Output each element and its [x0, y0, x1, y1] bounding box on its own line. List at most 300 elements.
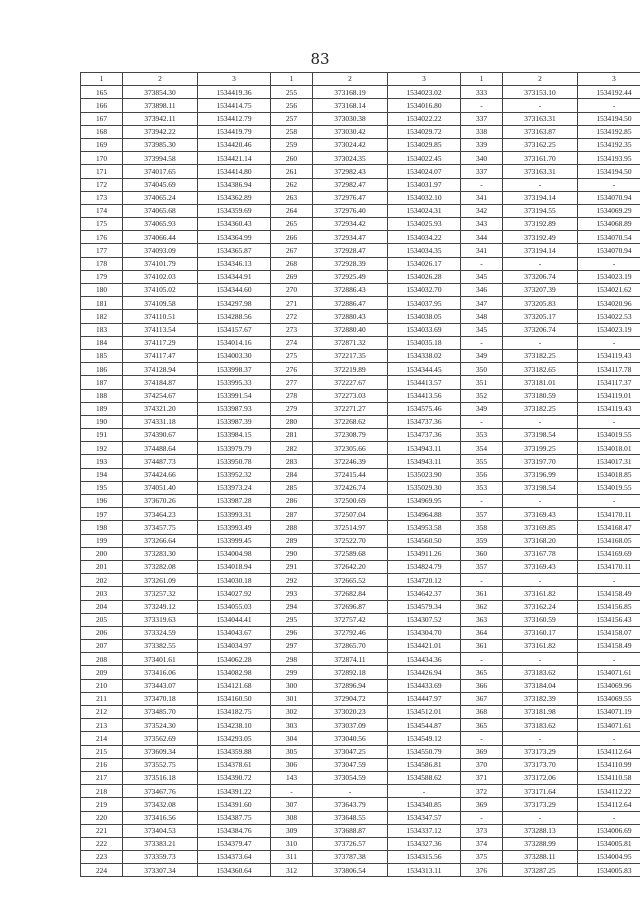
table-cell: 1534158.49 — [578, 640, 640, 653]
table-cell: 1534043.67 — [198, 626, 271, 639]
table-cell: 175 — [81, 218, 123, 231]
table-cell: 143 — [271, 771, 313, 784]
table-cell: 373161.82 — [503, 640, 578, 653]
table-cell: 264 — [271, 204, 313, 217]
table-cell: 274 — [271, 336, 313, 349]
table-cell: 372415.44 — [313, 468, 388, 481]
table-cell: 309 — [271, 824, 313, 837]
table-cell: 373854.30 — [123, 86, 198, 99]
table-cell: 333 — [461, 86, 503, 99]
table-cell: 373194.55 — [503, 204, 578, 217]
table-cell: 202 — [81, 574, 123, 587]
table-cell: 372925.49 — [313, 270, 388, 283]
table-cell: 268 — [271, 257, 313, 270]
table-cell: 373324.59 — [123, 626, 198, 639]
table-cell: 372219.89 — [313, 363, 388, 376]
table-cell: 298 — [271, 653, 313, 666]
table-cell: 373524.30 — [123, 719, 198, 732]
table-cell: 1534156.85 — [578, 600, 640, 613]
table-cell: 1534062.28 — [198, 653, 271, 666]
table-cell: 373198.54 — [503, 429, 578, 442]
table-row — [81, 771, 640, 784]
table-cell: 373609.34 — [123, 745, 198, 758]
table-cell: 1534447.97 — [388, 692, 461, 705]
table-cell: 203 — [81, 587, 123, 600]
table-cell: 1534433.69 — [388, 679, 461, 692]
table-cell: 1534426.94 — [388, 666, 461, 679]
table-cell: 217 — [81, 771, 123, 784]
table-cell: 1534579.34 — [388, 600, 461, 613]
table-cell: 1534412.79 — [198, 112, 271, 125]
table-cell: 1534512.01 — [388, 706, 461, 719]
table-cell: 372507.04 — [313, 508, 388, 521]
table-cell: 373037.09 — [313, 719, 388, 732]
table-cell: 373942.22 — [123, 125, 198, 138]
table-cell: 373562.69 — [123, 732, 198, 745]
table-cell: - — [578, 415, 640, 428]
table-cell: 373169.85 — [503, 521, 578, 534]
table-cell: 373162.24 — [503, 600, 578, 613]
table-cell: 1534337.12 — [388, 824, 461, 837]
table-cell: 373173.29 — [503, 798, 578, 811]
table-cell: - — [503, 99, 578, 112]
table-cell: - — [578, 811, 640, 824]
table-cell: 1534360.43 — [198, 218, 271, 231]
table-cell: 1534365.87 — [198, 244, 271, 257]
table-cell: 265 — [271, 218, 313, 231]
table-cell: 169 — [81, 138, 123, 151]
table-cell: 1534027.92 — [198, 587, 271, 600]
table-cell: - — [503, 811, 578, 824]
table-cell: 373182.39 — [503, 692, 578, 705]
table-cell: 372665.52 — [313, 574, 388, 587]
table-cell: 372426.74 — [313, 481, 388, 494]
table-row — [81, 640, 640, 653]
table-cell: 1534071.19 — [578, 706, 640, 719]
table-cell: 373942.11 — [123, 112, 198, 125]
table-cell: 340 — [461, 152, 503, 165]
table-cell: 173 — [81, 191, 123, 204]
table-cell: 1534018.94 — [198, 560, 271, 573]
table-cell: 1534025.93 — [388, 218, 461, 231]
table-cell: 374105.02 — [123, 284, 198, 297]
table-cell: 1534182.75 — [198, 706, 271, 719]
table-cell: 184 — [81, 336, 123, 349]
table-cell: 1534031.97 — [388, 178, 461, 191]
table-cell: 1534169.69 — [578, 547, 640, 560]
table-cell: 373266.64 — [123, 534, 198, 547]
table-cell: 1534014.16 — [198, 336, 271, 349]
table-cell: 1534378.61 — [198, 758, 271, 771]
table-cell: 372880.43 — [313, 310, 388, 323]
table-cell: 372976.47 — [313, 191, 388, 204]
table-cell: 373182.25 — [503, 349, 578, 362]
table-cell: 306 — [271, 758, 313, 771]
table-cell: 372217.35 — [313, 349, 388, 362]
table-cell: 311 — [271, 851, 313, 864]
table-cell: 1534026.28 — [388, 270, 461, 283]
table-cell: 1534069.55 — [578, 692, 640, 705]
table-cell: 1533993.49 — [198, 521, 271, 534]
table-cell: 1534003.30 — [198, 349, 271, 362]
table-row — [81, 297, 640, 310]
table-row — [81, 284, 640, 297]
table-row — [81, 613, 640, 626]
table-cell: 167 — [81, 112, 123, 125]
table-body — [81, 86, 640, 877]
table-cell: 1534288.56 — [198, 310, 271, 323]
table-cell: 373726.57 — [313, 837, 388, 850]
table-cell: - — [578, 653, 640, 666]
table-cell: 257 — [271, 112, 313, 125]
table-cell: 1534953.58 — [388, 521, 461, 534]
table-row — [81, 481, 640, 494]
table-cell: 341 — [461, 244, 503, 257]
table-cell: 1534421.14 — [198, 152, 271, 165]
table-header-row — [81, 73, 640, 86]
table-cell: 338 — [461, 125, 503, 138]
table-cell: 344 — [461, 231, 503, 244]
table-cell: 373171.64 — [503, 785, 578, 798]
table-cell: 1534070.94 — [578, 244, 640, 257]
table-cell: 373288.99 — [503, 837, 578, 850]
table-cell: 374184.87 — [123, 376, 198, 389]
table-cell: 204 — [81, 600, 123, 613]
table-cell: 373643.79 — [313, 798, 388, 811]
table-cell: 1534004.98 — [198, 547, 271, 560]
table-cell: 374065.24 — [123, 191, 198, 204]
table-cell: 219 — [81, 798, 123, 811]
table-cell: 373197.70 — [503, 455, 578, 468]
table-row — [81, 138, 640, 151]
table-cell: 360 — [461, 547, 503, 560]
table-cell: 1533950.78 — [198, 455, 271, 468]
table-cell: 372982.47 — [313, 178, 388, 191]
table-cell: 373192.49 — [503, 231, 578, 244]
table-cell: 373153.10 — [503, 86, 578, 99]
table-cell: 337 — [461, 112, 503, 125]
table-cell: 1533979.79 — [198, 442, 271, 455]
table-cell: 373196.99 — [503, 468, 578, 481]
table-cell: 372886.43 — [313, 284, 388, 297]
table-cell: - — [503, 495, 578, 508]
table-cell: 372514.97 — [313, 521, 388, 534]
table-cell: 1534194.50 — [578, 165, 640, 178]
table-cell: 374113.54 — [123, 323, 198, 336]
table-cell: 1534023.02 — [388, 86, 461, 99]
table-cell: 1534034.97 — [198, 640, 271, 653]
table-cell: 277 — [271, 376, 313, 389]
table-row — [81, 323, 640, 336]
table-cell: 1534373.64 — [198, 851, 271, 864]
table-cell: 373030.38 — [313, 112, 388, 125]
table-cell: 337 — [461, 165, 503, 178]
table-cell: 198 — [81, 521, 123, 534]
table-cell: 374066.44 — [123, 231, 198, 244]
table-cell: 374101.79 — [123, 257, 198, 270]
table-cell: 373282.08 — [123, 560, 198, 573]
table-cell: 373183.62 — [503, 666, 578, 679]
table-cell: 372886.47 — [313, 297, 388, 310]
table-cell: 209 — [81, 666, 123, 679]
table-row — [81, 310, 640, 323]
table-row — [81, 376, 640, 389]
table-cell: 373183.62 — [503, 719, 578, 732]
table-cell: 373404.53 — [123, 824, 198, 837]
table-row — [81, 864, 640, 877]
table-cell: 373194.14 — [503, 244, 578, 257]
table-cell: 373443.07 — [123, 679, 198, 692]
table-cell: 269 — [271, 270, 313, 283]
table-cell: 1534160.50 — [198, 692, 271, 705]
table-row — [81, 442, 640, 455]
table-cell: 192 — [81, 442, 123, 455]
table-cell: 1534022.45 — [388, 152, 461, 165]
table-cell: 1534434.36 — [388, 653, 461, 666]
table-cell: 1534737.36 — [388, 429, 461, 442]
table-row — [81, 402, 640, 415]
table-cell: 1534192.35 — [578, 138, 640, 151]
table-cell: 1534032.10 — [388, 191, 461, 204]
table-cell: 373181.98 — [503, 706, 578, 719]
table-cell: 373261.09 — [123, 574, 198, 587]
table-row — [81, 99, 640, 112]
table-cell: 1534327.36 — [388, 837, 461, 850]
table-cell: 1534023.19 — [578, 323, 640, 336]
table-cell: 373516.18 — [123, 771, 198, 784]
table-row — [81, 363, 640, 376]
table-cell: 1534359.69 — [198, 204, 271, 217]
table-cell: 1534005.83 — [578, 864, 640, 877]
table-cell: 372268.62 — [313, 415, 388, 428]
table-cell: 1534035.18 — [388, 336, 461, 349]
table-cell: 197 — [81, 508, 123, 521]
table-cell: 1534034.35 — [388, 244, 461, 257]
table-cell: 372934.47 — [313, 231, 388, 244]
table-cell: 180 — [81, 284, 123, 297]
table-cell: 1534026.17 — [388, 257, 461, 270]
table-cell: 305 — [271, 745, 313, 758]
table-cell: - — [578, 257, 640, 270]
table-cell: 341 — [461, 191, 503, 204]
table-cell: 301 — [271, 692, 313, 705]
table-cell: 1534030.18 — [198, 574, 271, 587]
table-cell: 373172.06 — [503, 771, 578, 784]
table-cell: 275 — [271, 349, 313, 362]
table-cell: 373180.59 — [503, 389, 578, 402]
table-cell: 1533952.32 — [198, 468, 271, 481]
table-cell: 1534119.01 — [578, 389, 640, 402]
table-cell: 355 — [461, 455, 503, 468]
table-cell: 295 — [271, 613, 313, 626]
table-cell: 220 — [81, 811, 123, 824]
table-cell: 1534021.62 — [578, 284, 640, 297]
table-cell: 187 — [81, 376, 123, 389]
table-cell: 373194.14 — [503, 191, 578, 204]
table-cell: 350 — [461, 363, 503, 376]
table-cell: 351 — [461, 376, 503, 389]
table-cell: 372522.70 — [313, 534, 388, 547]
table-cell: 1534004.95 — [578, 851, 640, 864]
table-cell: 374424.66 — [123, 468, 198, 481]
table-cell: - — [503, 336, 578, 349]
table-cell: 366 — [461, 679, 503, 692]
table-cell: 354 — [461, 442, 503, 455]
table-cell: 1534421.01 — [388, 640, 461, 653]
table-cell: 373432.08 — [123, 798, 198, 811]
table-cell: 374254.67 — [123, 389, 198, 402]
coordinates-table — [80, 72, 640, 877]
table-row — [81, 508, 640, 521]
table-cell: 276 — [271, 363, 313, 376]
table-row — [81, 231, 640, 244]
table-cell: 1535023.90 — [388, 468, 461, 481]
table-cell: 303 — [271, 719, 313, 732]
table-cell: 1534313.11 — [388, 864, 461, 877]
table-cell: 373173.29 — [503, 745, 578, 758]
table-cell: 181 — [81, 297, 123, 310]
table-cell: 373054.59 — [313, 771, 388, 784]
table-cell: 185 — [81, 349, 123, 362]
table-cell: 1534346.13 — [198, 257, 271, 270]
table-cell: 1534544.87 — [388, 719, 461, 732]
table-row — [81, 112, 640, 125]
table-cell: 294 — [271, 600, 313, 613]
table-cell: 375 — [461, 851, 503, 864]
table-cell: 166 — [81, 99, 123, 112]
table-cell: 348 — [461, 310, 503, 323]
table-cell: 362 — [461, 600, 503, 613]
table-cell: 1534360.64 — [198, 864, 271, 877]
table-cell: 357 — [461, 508, 503, 521]
table-row — [81, 468, 640, 481]
table-cell: 372273.03 — [313, 389, 388, 402]
table-row — [81, 811, 640, 824]
table-cell: 1534119.43 — [578, 402, 640, 415]
table-cell: 374487.73 — [123, 455, 198, 468]
table-cell: 373205.83 — [503, 297, 578, 310]
table-cell: - — [461, 811, 503, 824]
table-cell: 372934.42 — [313, 218, 388, 231]
table-cell: - — [461, 257, 503, 270]
table-cell: 215 — [81, 745, 123, 758]
table-cell: 1534364.99 — [198, 231, 271, 244]
table-row — [81, 666, 640, 679]
table-cell: 1534192.44 — [578, 86, 640, 99]
table-row — [81, 600, 640, 613]
table-cell: 1534550.79 — [388, 745, 461, 758]
table-cell: 1533991.54 — [198, 389, 271, 402]
table-cell: - — [461, 415, 503, 428]
table-cell: 299 — [271, 666, 313, 679]
table-cell: 1534943.11 — [388, 442, 461, 455]
table-cell: 373383.21 — [123, 837, 198, 850]
table-cell: 296 — [271, 626, 313, 639]
table-cell: 1534156.43 — [578, 613, 640, 626]
table-cell: 349 — [461, 402, 503, 415]
table-row — [81, 521, 640, 534]
header-cell: 2 — [503, 73, 578, 86]
table-cell: 263 — [271, 191, 313, 204]
table-cell: 373359.73 — [123, 851, 198, 864]
table-cell: 1534158.49 — [578, 587, 640, 600]
table-cell: 256 — [271, 99, 313, 112]
table-cell: 273 — [271, 323, 313, 336]
table-cell: 373163.31 — [503, 112, 578, 125]
table-cell: 373382.55 — [123, 640, 198, 653]
table-cell: 182 — [81, 310, 123, 323]
table-cell: 218 — [81, 785, 123, 798]
table-cell: 190 — [81, 415, 123, 428]
table-cell: 373163.87 — [503, 125, 578, 138]
table-cell: 373307.34 — [123, 864, 198, 877]
table-cell: 347 — [461, 297, 503, 310]
table-cell: 373181.01 — [503, 376, 578, 389]
table-cell: 176 — [81, 231, 123, 244]
table-cell: 193 — [81, 455, 123, 468]
table-cell: 284 — [271, 468, 313, 481]
table-cell: 288 — [271, 521, 313, 534]
table-cell: 372792.46 — [313, 626, 388, 639]
table-row — [81, 389, 640, 402]
table-cell: 1534575.46 — [388, 402, 461, 415]
table-cell: 373160.17 — [503, 626, 578, 639]
table-cell: 1534347.57 — [388, 811, 461, 824]
table-cell: 1533995.33 — [198, 376, 271, 389]
header-cell: 2 — [313, 73, 388, 86]
table-cell: 1534238.10 — [198, 719, 271, 732]
table-cell: 287 — [271, 508, 313, 521]
table-cell: 292 — [271, 574, 313, 587]
table-cell: 283 — [271, 455, 313, 468]
table-cell: 1534029.85 — [388, 138, 461, 151]
table-cell: 372892.18 — [313, 666, 388, 679]
table-cell: 1534029.72 — [388, 125, 461, 138]
header-cell: 3 — [198, 73, 271, 86]
table-cell: 374065.93 — [123, 218, 198, 231]
table-cell: 373416.06 — [123, 666, 198, 679]
table-cell: 1534391.60 — [198, 798, 271, 811]
table-cell: 223 — [81, 851, 123, 864]
table-cell: 216 — [81, 758, 123, 771]
table-cell: 1534158.07 — [578, 626, 640, 639]
table-cell: 208 — [81, 653, 123, 666]
table-cell: 373688.87 — [313, 824, 388, 837]
table-cell: 374017.65 — [123, 165, 198, 178]
table-cell: 372500.69 — [313, 495, 388, 508]
table-cell: 1534964.88 — [388, 508, 461, 521]
table-cell: 1534193.95 — [578, 152, 640, 165]
table-cell: 1534384.76 — [198, 824, 271, 837]
table-cell: 1534297.98 — [198, 297, 271, 310]
table-cell: 372982.43 — [313, 165, 388, 178]
table-cell: 188 — [81, 389, 123, 402]
table-cell: 1534344.91 — [198, 270, 271, 283]
table-row — [81, 204, 640, 217]
table-row — [81, 244, 640, 257]
table-cell: 260 — [271, 152, 313, 165]
table-cell: 1534117.78 — [578, 363, 640, 376]
table-cell: 310 — [271, 837, 313, 850]
table-cell: 373169.43 — [503, 508, 578, 521]
table-cell: 289 — [271, 534, 313, 547]
table-cell: 1534034.22 — [388, 231, 461, 244]
table-cell: 290 — [271, 547, 313, 560]
table-row — [81, 218, 640, 231]
table-cell: 1534315.56 — [388, 851, 461, 864]
table-cell: 1534068.89 — [578, 218, 640, 231]
table-cell: 346 — [461, 284, 503, 297]
